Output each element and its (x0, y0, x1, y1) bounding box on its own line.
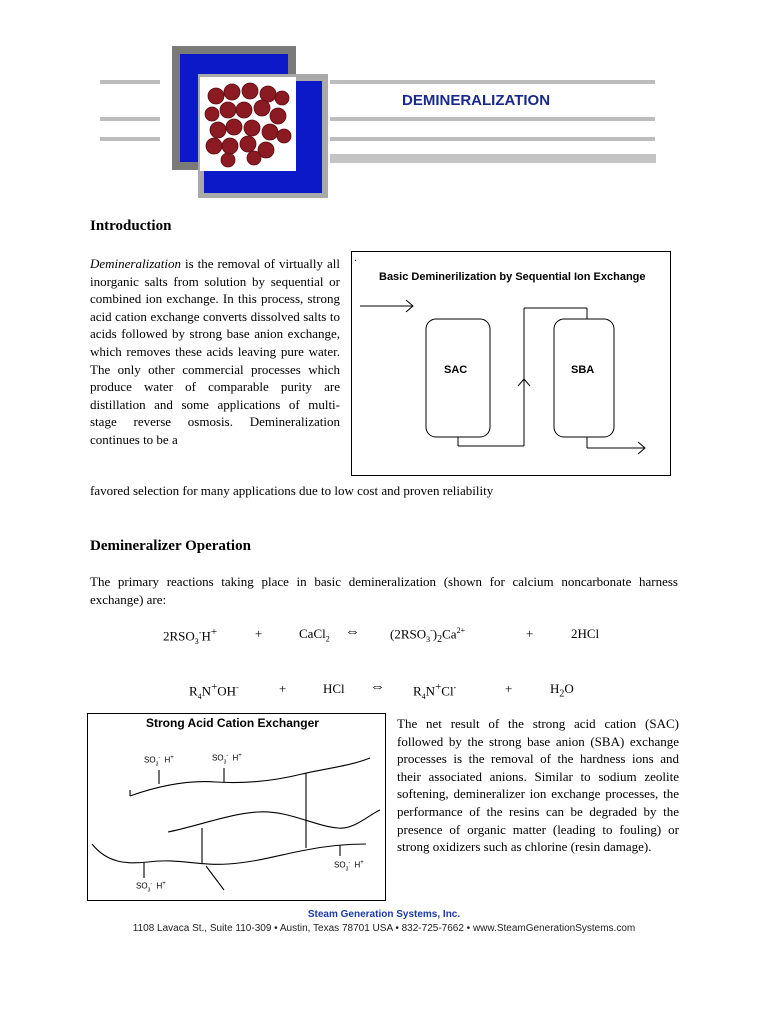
intro-term: Demineralization (90, 256, 181, 271)
equation-2 (0, 681, 768, 701)
operation-heading: Demineralizer Operation (90, 538, 251, 554)
eq2-term2: HCl (323, 681, 345, 696)
ion-exchange-diagram (351, 251, 671, 476)
eq2-plus2: + (505, 681, 513, 696)
sulfonate-group-3: $SO_3^-$ H+ (334, 860, 364, 873)
header-rule-1 (100, 80, 160, 84)
eq2-plus1: + (279, 681, 287, 696)
header-rule-7 (330, 154, 656, 163)
intro-paragraph (90, 255, 340, 449)
eq2-term3: $R_4N^+Cl^-$ (413, 681, 457, 701)
header-rule-3 (100, 137, 160, 141)
header-rule-4 (330, 80, 655, 84)
eq1-term4: 2HCl (571, 626, 600, 641)
eq1-plus2: + (526, 626, 534, 641)
eq1-term3: $(2RSO_3^-)_2Ca^{2+}$ (390, 626, 466, 645)
equation-1 (0, 626, 768, 646)
footer-address: 1108 Lavaca St., Suite 110-309 • Austin, Texas 78701 USA • 832-725-7662 • www.SteamGenerationSystems.com (132, 923, 636, 934)
sba-label: SBA (571, 364, 595, 376)
sulfonate-group-2: $SO_3^-$ H+ (212, 753, 242, 766)
diagram-dot: . (354, 250, 357, 264)
sulfonate-group-4: $SO_3^-$ H+ (136, 881, 166, 894)
footer-company-name: Steam Generation Systems, Inc. (307, 909, 461, 920)
flow-schematic (352, 252, 670, 475)
intro-text: is the removal of virtually all inorganic salts from solution by sequential or combined ion exchange. In this process, strong acid cation exchange converts dissolved salts to acids followed by strong base anion exchange, which removes these acids leaving pure water. The only other commercial processes which produce water of comparable purity are distillation and some applications of multi-stage reverse osmosis. Demineralization continues to be a (90, 256, 340, 447)
eq1-term2: CaCl$_2$ (299, 626, 330, 644)
sulfonate-group-1: $SO_3^-$ H+ (144, 755, 174, 768)
cation-exchanger-diagram (87, 713, 386, 901)
eq1-term1: $2RSO_3^-H^+$ (163, 626, 218, 646)
diagram-title: Basic Deminerilization by Sequential Ion Exchange (379, 271, 646, 283)
cation-diagram-title: Strong Acid Cation Exchanger (146, 716, 319, 730)
eq2-term4: $H_2O$ (550, 681, 574, 700)
net-result-paragraph: The net result of the strong acid cation (SAC) followed by the strong base anion (SBA) exchange processes is the removal of the hardness ions and their associated anions. Similar to sodium zeolite softening, demineralizer ion exchange processes, the performance of the resins can be degraded by the presence of organic matter (leading to fouling) or strong oxidizers such as chlorine (resin damage). (397, 716, 679, 855)
company-logo (170, 44, 330, 200)
sac-label: SAC (444, 364, 468, 376)
intro-paragraph-end: favored selection for many applications due to low cost and proven reliability (90, 483, 494, 498)
page-title: DEMINERALIZATION (402, 92, 551, 109)
header-rule-6 (330, 137, 655, 141)
operation-paragraph: The primary reactions taking place in basic demineralization (shown for calcium noncarbonate harness exchange) are: (90, 574, 678, 607)
header-rule-2 (100, 117, 160, 121)
sba-vessel (554, 319, 614, 437)
header-rule-5 (330, 117, 655, 121)
eq1-plus1: + (255, 626, 263, 641)
sac-vessel (426, 319, 490, 437)
eq1-arrow: ⇔ (345, 624, 360, 640)
eq2-term1: $R_4N^+OH^-$ (189, 681, 239, 701)
eq2-arrow: ⇔ (370, 679, 385, 695)
intro-heading: Introduction (90, 218, 172, 234)
